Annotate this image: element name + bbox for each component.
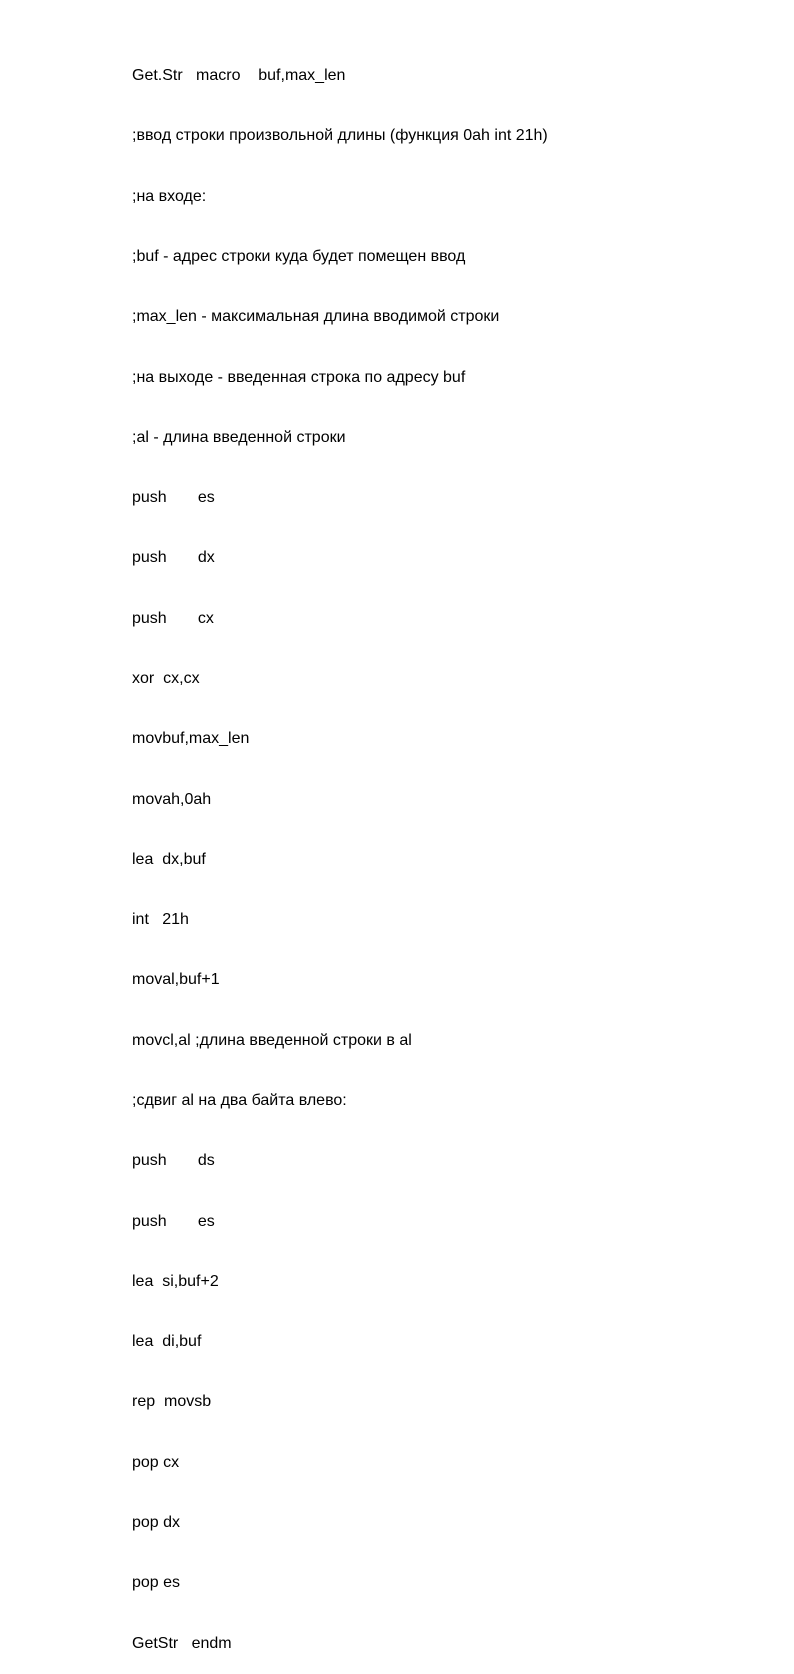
code-line: lea di,buf [132, 1333, 202, 1351]
comment-line: ;buf - адрес строки куда будет помещен ввод [132, 248, 466, 266]
code-line: moval,buf+1 [132, 971, 220, 989]
macro-listing [132, 26, 548, 1674]
code-line: lea dx,buf [132, 850, 206, 868]
code-line: push es [132, 489, 215, 507]
code-line: push ds [132, 1152, 215, 1170]
code-line: pop es [132, 1574, 181, 1592]
code-line: push cx [132, 609, 214, 627]
code-line: pop cx [132, 1453, 180, 1471]
code-line: pop dx [132, 1513, 181, 1531]
code-line: movcl,al ;длина введенной строки в al [132, 1031, 412, 1049]
code-line: movah,0ah [132, 790, 212, 808]
code-line: movbuf,max_len [132, 730, 250, 748]
comment-line: ;al - длина введенной строки [132, 428, 346, 446]
code-line: push dx [132, 549, 215, 567]
code-line: int 21h [132, 911, 189, 929]
comment-line: ;на входе: [132, 187, 207, 205]
code-line: push es [132, 1212, 215, 1230]
macro-end-line: GetStr endm [132, 1634, 232, 1652]
code-line: rep movsb [132, 1393, 212, 1411]
code-line: lea si,buf+2 [132, 1272, 219, 1290]
comment-line: ;max_len - максимальная длина вводимой строки [132, 308, 500, 326]
comment-line: ;сдвиг al на два байта влево: [132, 1091, 347, 1109]
comment-line: ;ввод строки произвольной длины (функция 0ah int 21h) [132, 127, 548, 145]
code-line: xor cx,cx [132, 670, 200, 687]
comment-line: ;на выходе - введенная строка по адресу buf [132, 368, 466, 386]
macro-header-line: Get.Str macro buf,max_len [132, 67, 346, 85]
